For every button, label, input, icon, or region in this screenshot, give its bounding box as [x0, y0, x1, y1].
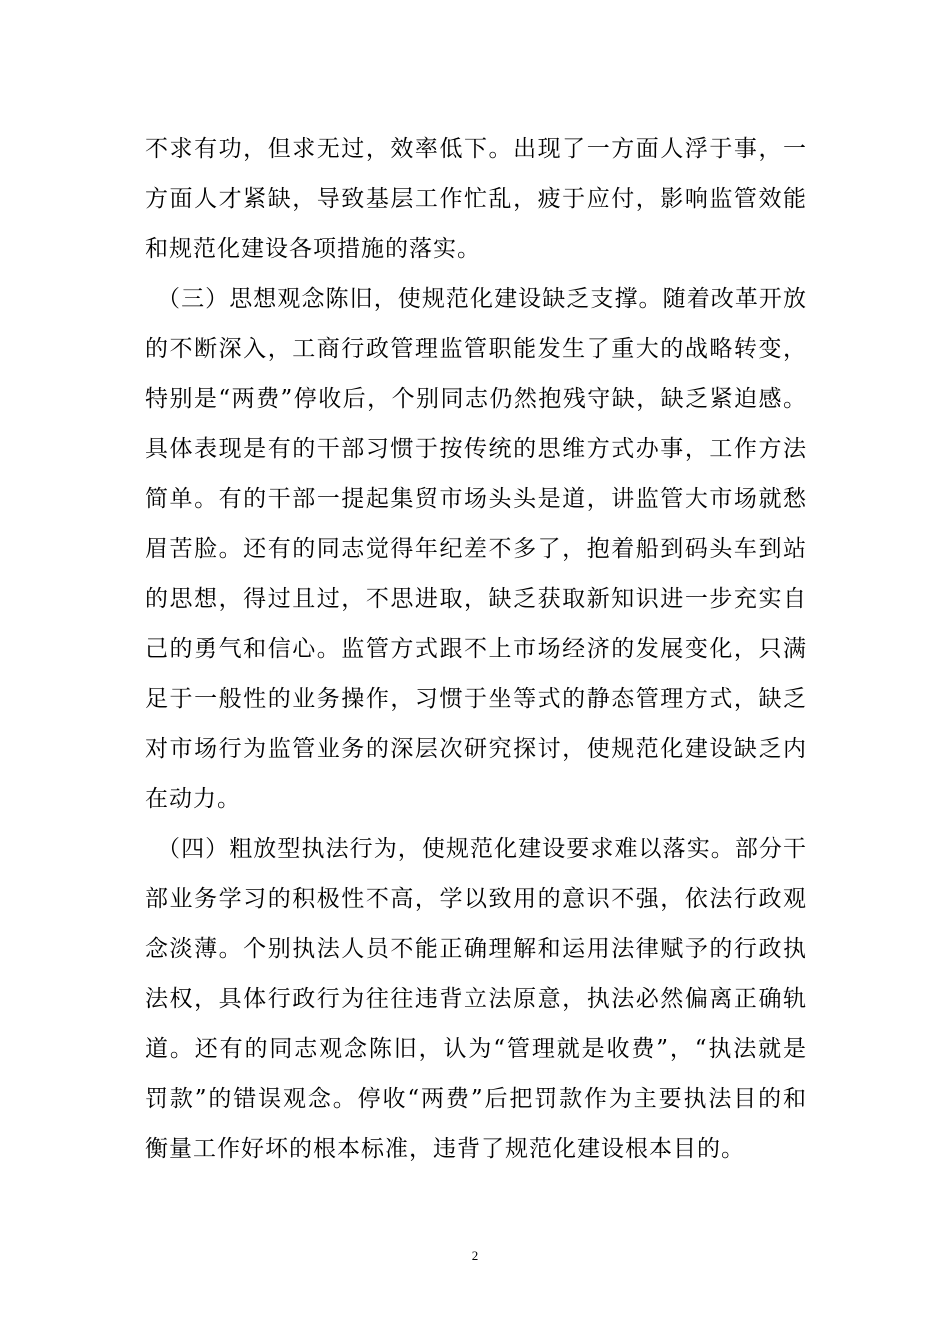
body-text [145, 124, 807, 1174]
paragraph-section-four: （四）粗放型执法行为，使规范化建设要求难以落实。部分干部业务学习的积极性不高，学以致用的意识不强，依法行政观念淡薄。个别执法人员不能正确理解和运用法律赋予的行政执法权，具体行政行为往往违背立法原意，执法必然偏离正确轨道。还有的同志观念陈旧，认为“管理就是收费”，“执法就是罚款”的错误观念。停收“两费”后把罚款作为主要执法目的和衡量工作好坏的根本标准，违背了规范化建设根本目的。 [145, 836, 807, 1162]
paragraph-continuation: 不求有功，但求无过，效率低下。出现了一方面人浮于事，一方面人才紧缺，导致基层工作忙乱，疲于应付，影响监管效能和规范化建设各项措施的落实。 [145, 136, 807, 262]
page-number: 2 [471, 1248, 479, 1263]
paragraph-section-three: （三）思想观念陈旧，使规范化建设缺乏支撑。随着改革开放的不断深入，工商行政管理监管职能发生了重大的战略转变，特别是“两费”停收后，个别同志仍然抱残守缺，缺乏紧迫感。具体表现是有的干部习惯于按传统的思维方式办事，工作方法简单。有的干部一提起集贸市场头头是道，讲监管大市场就愁眉苦脸。还有的同志觉得年纪差不多了，抱着船到码头车到站的思想，得过且过，不思进取，缺乏获取新知识进一步充实自己的勇气和信心。监管方式跟不上市场经济的发展变化，只满足于一般性的业务操作，习惯于坐等式的静态管理方式，缺乏对市场行为监管业务的深层次研究探讨，使规范化建设缺乏内在动力。 [145, 286, 807, 812]
